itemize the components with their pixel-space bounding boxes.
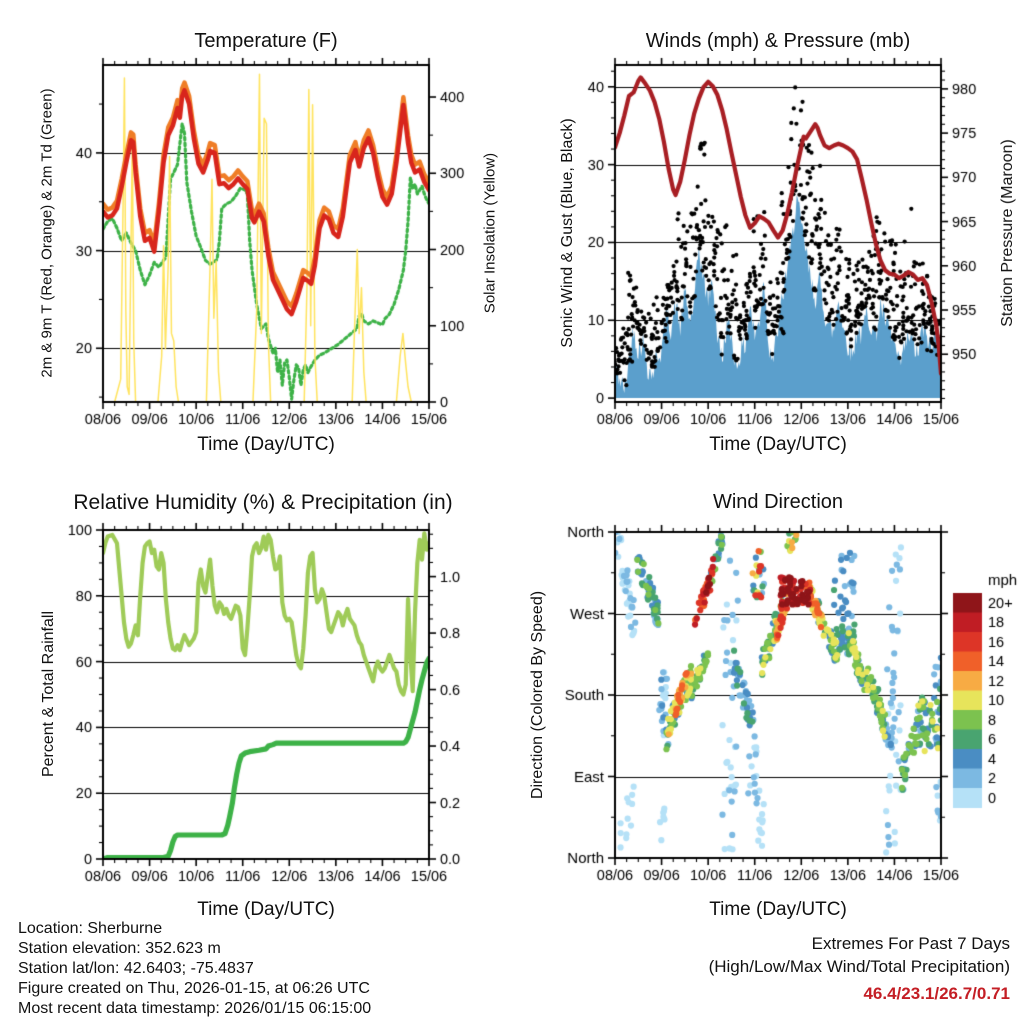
extremes-title: Extremes For Past 7 Days	[811, 934, 1010, 953]
extremes-subtitle: (High/Low/Max Wind/Total Precipitation)	[708, 957, 1010, 976]
footer-location: Location: Sherburne	[18, 920, 163, 937]
footer-latlon: Station lat/lon: 42.6403; -75.4837	[18, 960, 254, 977]
panel-title-wind-direction: Wind Direction	[712, 491, 844, 513]
ylabel-direction-left: Direction (Colored By Speed)	[529, 590, 546, 800]
footer-created: Figure created on Thu, 2026-01-15, at 06:26 UTC	[18, 980, 370, 997]
ylabel-temp-left: 2m & 9m T (Red, Orange) & 2m Td (Green)	[38, 88, 56, 378]
footer-elevation: Station elevation: 352.623 m	[18, 940, 221, 957]
xlabel-winds: Time (Day/UTC)	[709, 434, 847, 455]
panel-title-winds-pressure: Winds (mph) & Pressure (mb)	[645, 30, 911, 52]
panel-title-rh-precip: Relative Humidity (%) & Precipitation (in)	[73, 491, 453, 514]
ylabel-wind-left: Sonic Wind & Gust (Blue, Black)	[559, 118, 576, 348]
xlabel-wind-direction: Time (Day/UTC)	[709, 899, 847, 920]
xlabel-temperature: Time (Day/UTC)	[197, 434, 335, 455]
xlabel-rh-precip: Time (Day/UTC)	[197, 899, 335, 920]
ylabel-pressure-right: Station Pressure (Maroon)	[999, 139, 1016, 327]
footer-timestamp: Most recent data timestamp: 2026/01/15 06:15:00	[18, 1000, 372, 1017]
extremes-values: 46.4/23.1/26.7/0.71	[863, 984, 1010, 1003]
ylabel-rh-left: Percent & Total Rainfall	[40, 610, 57, 778]
ylabel-solar-right: Solar Insolation (Yellow)	[481, 152, 499, 314]
panel-title-temperature: Temperature (F)	[194, 30, 338, 52]
